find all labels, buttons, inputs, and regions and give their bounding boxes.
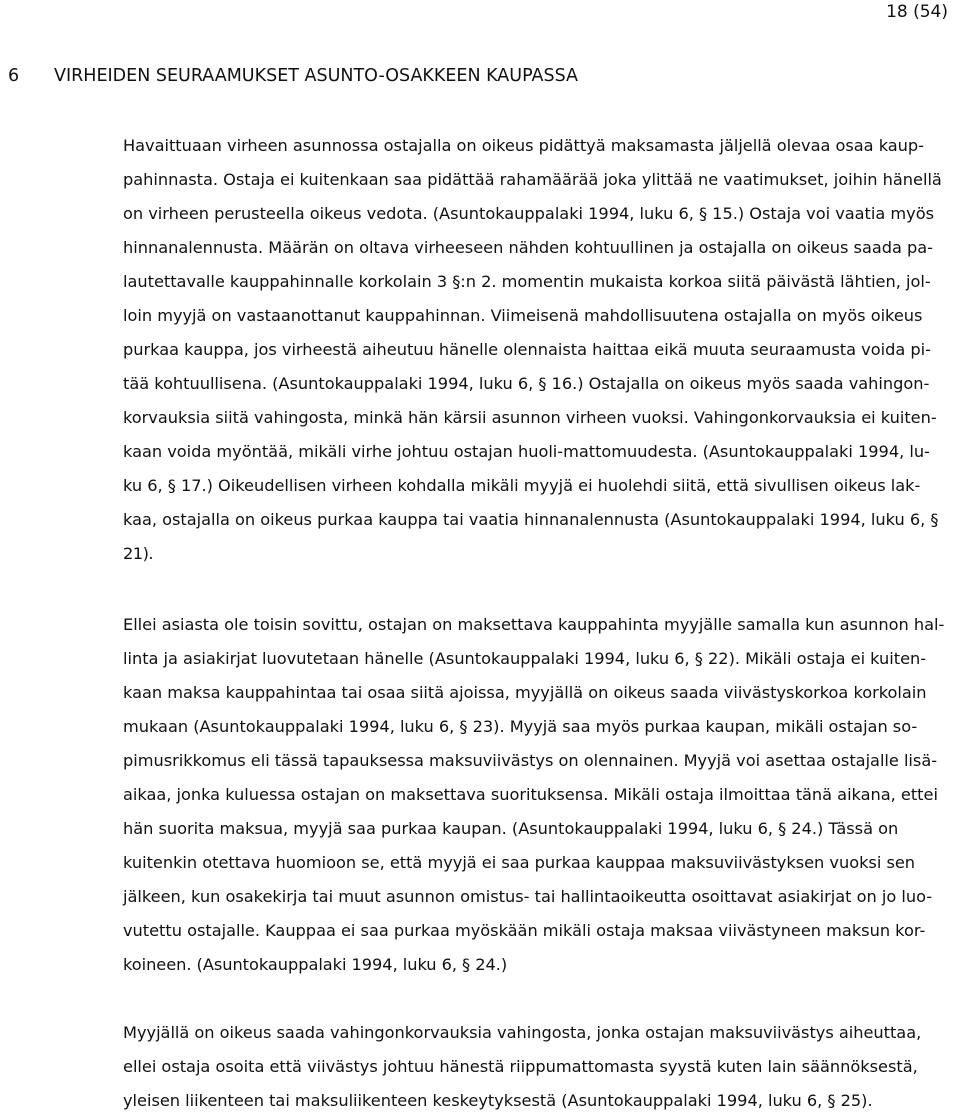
- section-number: 6: [8, 66, 20, 86]
- text-line: aikaa, jonka kuluessa ostajan on maksettava suorituksensa. Mikäli ostaja ilmoittaa tänä aikana, ettei: [123, 785, 938, 804]
- text-line: Havaittuaan virheen asunnossa ostajalla on oikeus pidättyä maksamasta jäljellä olevaa osaa kaup-: [123, 136, 924, 155]
- text-line: ku 6, § 17.) Oikeudellisen virheen kohdalla mikäli myyjä ei huolehdi siitä, että sivullisen oikeus lak-: [123, 476, 921, 495]
- text-line: on virheen perusteella oikeus vedota. (Asuntokauppalaki 1994, luku 6, § 15.) Ostaja voi vaatia myös: [123, 204, 934, 223]
- text-line: ellei ostaja osoita että viivästys johtuu hänestä riippumattomasta syystä kuten lain säännöksestä,: [123, 1057, 918, 1076]
- text-line: pimusrikkomus eli tässä tapauksessa maksuviivästys on olennainen. Myyjä voi asettaa ostajalle lisä-: [123, 751, 938, 770]
- text-line: jälkeen, kun osakekirja tai muut asunnon omistus- tai hallintaoikeutta osoittavat asiakirjat on jo luo-: [123, 887, 933, 906]
- paragraph-seller-damages: [123, 1016, 953, 1118]
- text-line: hän suorita maksua, myyjä saa purkaa kaupan. (Asuntokauppalaki 1994, luku 6, § 24.) Tässä on: [123, 819, 899, 838]
- section-title: VIRHEIDEN SEURAAMUKSET ASUNTO-OSAKKEEN KAUPASSA: [54, 66, 579, 86]
- text-line: 21).: [123, 544, 154, 563]
- text-line: kuitenkin otettava huomioon se, että myyjä ei saa purkaa kauppaa maksuviivästyksen vuoksi sen: [123, 853, 916, 872]
- text-line: linta ja asiakirjat luovutetaan hänelle (Asuntokauppalaki 1994, luku 6, § 22). Mikäli ostaja ei kuiten-: [123, 649, 927, 668]
- text-line: tää kohtuullisena. (Asuntokauppalaki 1994, luku 6, § 16.) Ostajalla on oikeus myös saada vahingon-: [123, 374, 930, 393]
- text-line: vutettu ostajalle. Kauppaa ei saa purkaa myöskään mikäli ostaja maksaa viivästyneen maksun kor-: [123, 921, 926, 940]
- text-line: hinnanalennusta. Määrän on oltava virheeseen nähden kohtuullinen ja ostajalla on oikeus saada pa-: [123, 238, 934, 257]
- section-heading: [8, 66, 578, 86]
- text-line: kaa, ostajalla on oikeus purkaa kauppa tai vaatia hinnanalennusta (Asuntokauppalaki 1994, luku 6, §: [123, 510, 939, 529]
- text-line: purkaa kauppa, jos virheestä aiheutuu hänelle olennaista haittaa eikä muuta seuraamusta voida pi-: [123, 340, 931, 359]
- text-line: pahinnasta. Ostaja ei kuitenkaan saa pidättää rahamäärää joka ylittää ne vaatimukset, joihin hänellä: [123, 170, 942, 189]
- paragraph-buyer-remedies: [123, 129, 953, 571]
- text-line: Myyjällä on oikeus saada vahingonkorvauksia vahingosta, jonka ostajan maksuviivästys aiheuttaa,: [123, 1023, 922, 1042]
- text-line: yleisen liikenteen tai maksuliikenteen keskeytyksestä (Asuntokauppalaki 1994, luku 6, § 25).: [123, 1091, 873, 1110]
- text-line: Ellei asiasta ole toisin sovittu, ostajan on maksettava kauppahinta myyjälle samalla kun asunnon hal-: [123, 615, 945, 634]
- text-line: lautettavalle kauppahinnalle korkolain 3 §:n 2. momentin mukaista korkoa siitä päivästä lähtien, jol-: [123, 272, 931, 291]
- text-line: loin myyjä on vastaanottanut kauppahinnan. Viimeisenä mahdollisuutena ostajalla on myös oikeus: [123, 306, 923, 325]
- text-line: koineen. (Asuntokauppalaki 1994, luku 6, § 24.): [123, 955, 508, 974]
- page-number: 18 (54): [886, 2, 948, 22]
- text-line: korvauksia siitä vahingosta, minkä hän kärsii asunnon virheen vuoksi. Vahingonkorvauksia ei kuiten-: [123, 408, 937, 427]
- text-line: kaan maksa kauppahintaa tai osaa siitä ajoissa, myyjällä on oikeus saada viivästyskorkoa korkolain: [123, 683, 927, 702]
- paragraph-payment-obligation: [123, 608, 953, 982]
- text-line: kaan voida myöntää, mikäli virhe johtuu ostajan huoli-mattomuudesta. (Asuntokauppalaki 1994, lu-: [123, 442, 930, 461]
- text-line: mukaan (Asuntokauppalaki 1994, luku 6, § 23). Myyjä saa myös purkaa kaupan, mikäli ostajan so-: [123, 717, 918, 736]
